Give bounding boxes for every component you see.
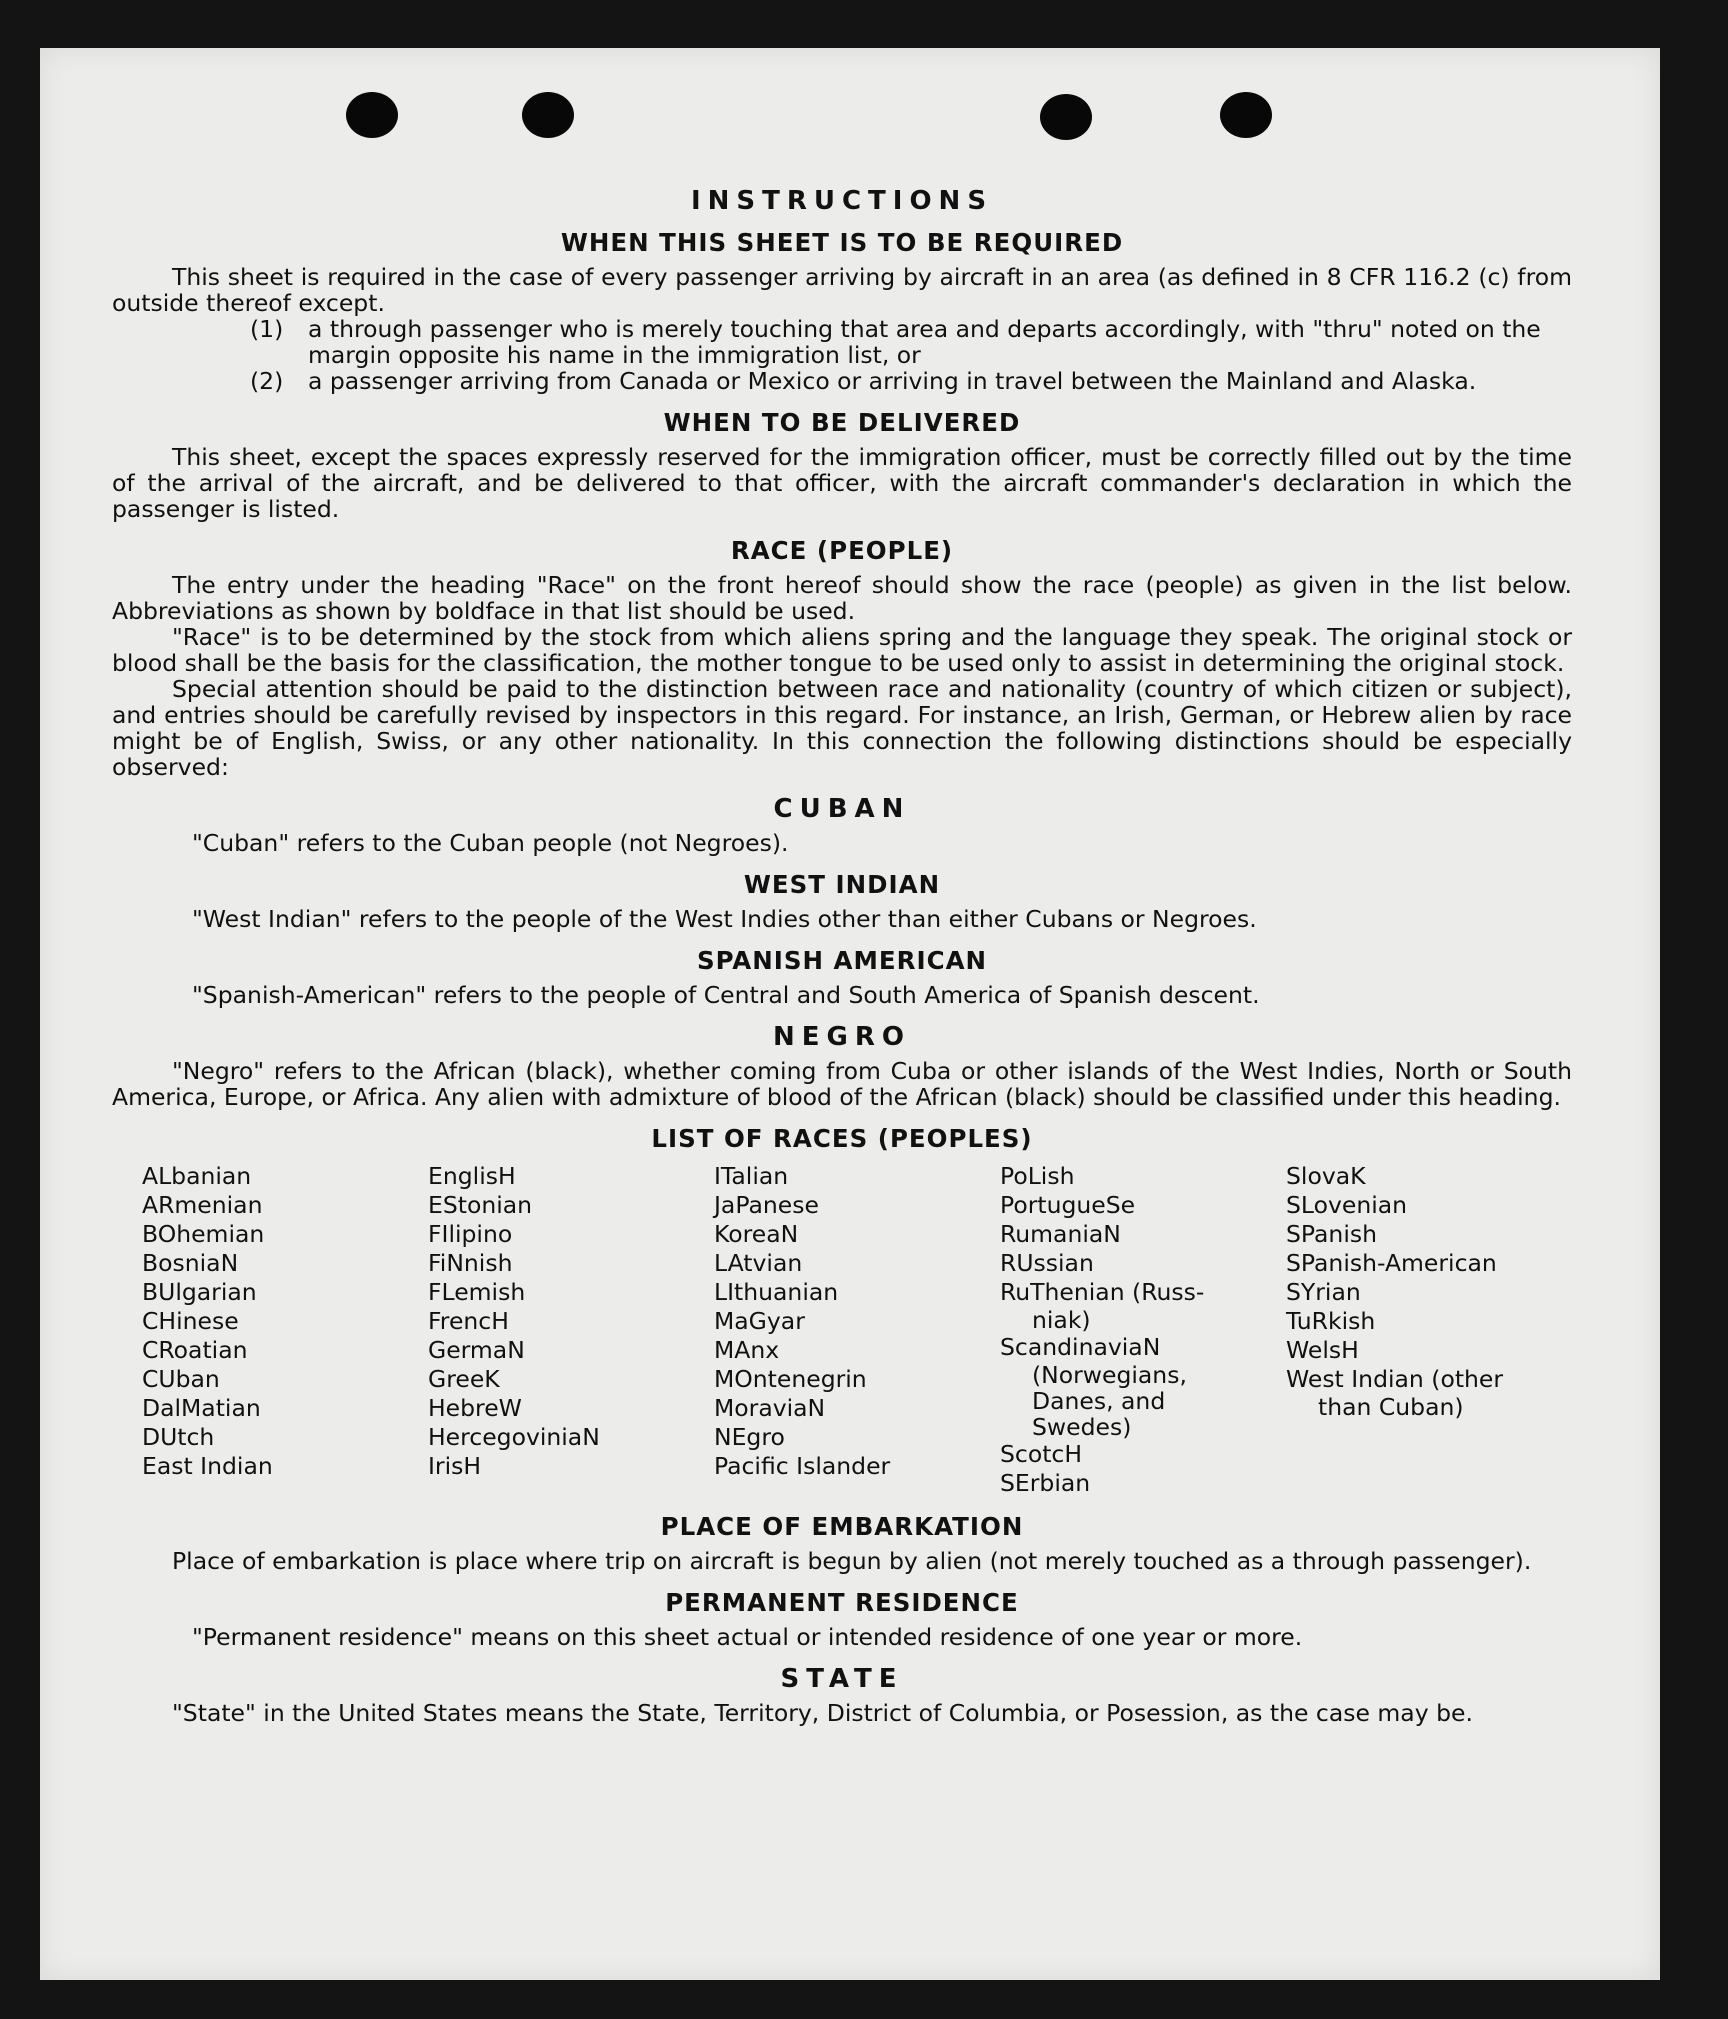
race-entry: FiNnish [428, 1249, 513, 1277]
heading-required: WHEN THIS SHEET IS TO BE REQUIRED [560, 228, 1124, 257]
item-number: (2) [250, 367, 284, 395]
race-entry: MAnx [714, 1336, 780, 1364]
races-column [1000, 1162, 1286, 1498]
race-entry: GreeK [428, 1365, 500, 1393]
race-entry: LIthuanian [714, 1278, 839, 1306]
heading-embarkation: PLACE OF EMBARKATION [660, 1512, 1024, 1541]
paragraph-race-3: Special attention should be paid to the distinction between race and nationality (country of which citizen or subject), and entries should be carefully revised by inspectors in this regard. For instance, an Irish, German, or Hebrew alien by race might be of English, Swiss, or any other nationality. In this connection the following distinctions should be especially observed: [112, 675, 1572, 781]
race-entry: BosniaN [142, 1249, 239, 1277]
races-column [428, 1162, 714, 1498]
page-title: INSTRUCTIONS [690, 186, 994, 216]
races-column [142, 1162, 428, 1498]
list-item [112, 368, 1572, 394]
race-entry: BOhemian [142, 1220, 265, 1248]
item-text: a through passenger who is merely touching that area and departs accordingly, with "thru" noted on the margin opposite his name in the immigration list, or [308, 315, 1541, 369]
punch-hole [1040, 94, 1092, 140]
race-entry: East Indian [142, 1452, 273, 1480]
race-entry: CUban [142, 1365, 220, 1393]
race-entry: FIlipino [428, 1220, 513, 1248]
race-entry: SPanish [1286, 1220, 1377, 1248]
punch-hole [1220, 92, 1272, 138]
paragraph-state: "State" in the United States means the State, Territory, District of Columbia, or Posession, as the case may be. [172, 1699, 1473, 1727]
races-column [1286, 1162, 1572, 1498]
race-entry: EStonian [428, 1191, 533, 1219]
race-entry: WelsH [1286, 1336, 1359, 1364]
race-entry: niak) [1032, 1306, 1091, 1334]
race-entry: NEgro [714, 1423, 785, 1451]
race-entry: IrisH [428, 1452, 482, 1480]
race-entry: ARmenian [142, 1191, 263, 1219]
race-entry: Pacific Islander [714, 1452, 891, 1480]
heading-race: RACE (PEOPLE) [730, 536, 954, 565]
race-entry: SYrian [1286, 1278, 1361, 1306]
race-entry: FLemish [428, 1278, 526, 1306]
race-entry: ITalian [714, 1162, 789, 1190]
race-entry: GermaN [428, 1336, 525, 1364]
paragraph-embarkation: Place of embarkation is place where trip on aircraft is begun by alien (not merely touched as a through passenger). [172, 1547, 1532, 1575]
race-entry: HebreW [428, 1394, 522, 1422]
race-entry: CHinese [142, 1307, 239, 1335]
paragraph-cuban: "Cuban" refers to the Cuban people (not Negroes). [192, 829, 789, 857]
instructions-body [112, 188, 1572, 1726]
race-entry: Danes, and [1032, 1387, 1166, 1415]
race-entry: ALbanian [142, 1162, 252, 1190]
race-entry: SlovaK [1286, 1162, 1366, 1190]
race-entry: RUssian [1000, 1249, 1094, 1277]
races-list [112, 1160, 1572, 1498]
race-entry: SErbian [1000, 1469, 1091, 1497]
race-entry: BUlgarian [142, 1278, 257, 1306]
paragraph-race-1: The entry under the heading "Race" on the front hereof should show the race (people) as given in the list below. Abbreviations as shown by boldface in that list should be used. [112, 571, 1572, 625]
heading-cuban: CUBAN [773, 794, 911, 824]
race-entry: CRoatian [142, 1336, 248, 1364]
race-entry: SPanish-American [1286, 1249, 1497, 1277]
races-column [714, 1162, 1000, 1498]
race-entry: Swedes) [1032, 1413, 1132, 1441]
punch-hole [522, 92, 574, 138]
paragraph-delivered: This sheet, except the spaces expressly reserved for the immigration officer, must be correctly filled out by the time of the arrival of the aircraft, and be delivered to that officer, with the aircraft commander's declaration in which the passenger is listed. [112, 443, 1572, 523]
heading-permanent-residence: PERMANENT RESIDENCE [665, 1588, 1019, 1617]
race-entry: KoreaN [714, 1220, 799, 1248]
race-entry: RuThenian (Russ- [1000, 1278, 1205, 1306]
paragraph-negro: "Negro" refers to the African (black), whether coming from Cuba or other islands of the West Indies, North or South America, Europe, or Africa. Any alien with admixture of blood of the African (black) should be classified under this heading. [112, 1057, 1572, 1111]
race-entry: SLovenian [1286, 1191, 1408, 1219]
paragraph-required: This sheet is required in the case of every passenger arriving by aircraft in an area (as defined in 8 CFR 116.2 (c) from outside thereof except. [112, 263, 1572, 317]
race-entry: PoLish [1000, 1162, 1075, 1190]
race-entry: MOntenegrin [714, 1365, 867, 1393]
punch-hole [346, 92, 398, 138]
item-number: (1) [250, 315, 284, 343]
race-entry: (Norwegians, [1032, 1361, 1187, 1389]
heading-spanish-american: SPANISH AMERICAN [696, 946, 988, 975]
item-text: a passenger arriving from Canada or Mexico or arriving in travel between the Mainland and Alaska. [308, 367, 1477, 395]
paragraph-west-indian: "West Indian" refers to the people of the West Indies other than either Cubans or Negroes. [192, 905, 1257, 933]
heading-delivered: WHEN TO BE DELIVERED [663, 408, 1021, 437]
race-entry: EnglisH [428, 1162, 516, 1190]
race-entry: PortugueSe [1000, 1191, 1136, 1219]
race-entry: LAtvian [714, 1249, 803, 1277]
race-entry: DUtch [142, 1423, 215, 1451]
race-entry: than Cuban) [1318, 1393, 1464, 1421]
race-entry: DalMatian [142, 1394, 261, 1422]
race-entry: MaGyar [714, 1307, 805, 1335]
race-entry: RumaniaN [1000, 1220, 1121, 1248]
race-entry: TuRkish [1286, 1307, 1376, 1335]
race-entry: FrencH [428, 1307, 509, 1335]
race-entry: HercegoviniaN [428, 1423, 600, 1451]
heading-list-of-races: LIST OF RACES (PEOPLES) [651, 1124, 1033, 1153]
paragraph-permanent-residence: "Permanent residence" means on this sheet actual or intended residence of one year or more. [192, 1623, 1303, 1651]
race-entry: ScotcH [1000, 1440, 1083, 1468]
heading-state: STATE [780, 1664, 904, 1694]
heading-negro: NEGRO [773, 1022, 911, 1052]
paragraph-race-2: "Race" is to be determined by the stock from which aliens spring and the language they speak. The original stock or blood shall be the basis for the classification, the mother tongue to be used only to assist in determining the original stock. [112, 623, 1572, 677]
race-entry: MoraviaN [714, 1394, 826, 1422]
list-item [112, 316, 1572, 368]
heading-west-indian: WEST INDIAN [743, 870, 941, 899]
race-entry: ScandinaviaN [1000, 1333, 1161, 1361]
race-entry: JaPanese [714, 1191, 819, 1219]
paragraph-spanish-american: "Spanish-American" refers to the people of Central and South America of Spanish descent. [192, 981, 1260, 1009]
race-entry: West Indian (other [1286, 1365, 1504, 1393]
